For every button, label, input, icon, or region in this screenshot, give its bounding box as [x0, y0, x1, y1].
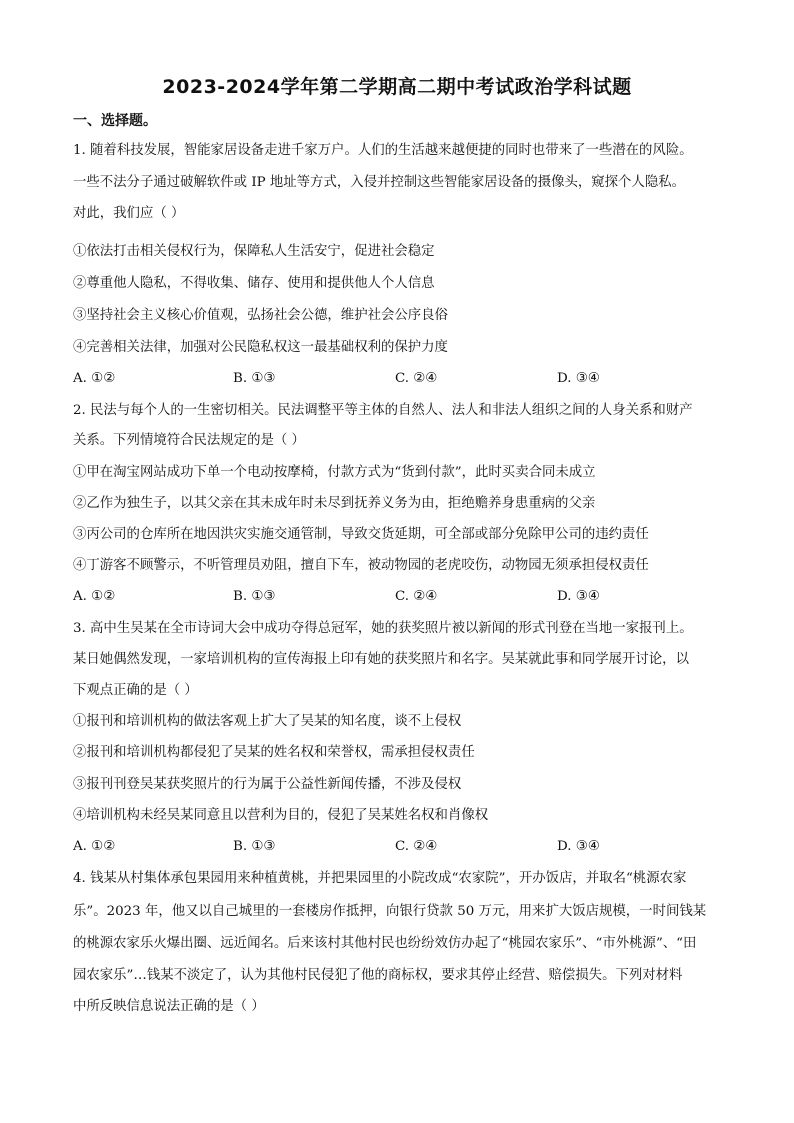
question-1-statement: ③坚持社会主义核心价值观，弘扬社会公德，维护社会公序良俗: [73, 308, 448, 323]
question-3-stem-line: 某日她偶然发现，一家培训机构的宣传海报上印有她的获奖照片和名字。吴某就此事和同学展开讨论，以: [73, 652, 689, 667]
question-2-statement: ①甲在淘宝网站成功下单一个电动按摩椅，付款方式为“货到付款”，此时买卖合同未成立: [73, 465, 596, 480]
question-3-statement: ④培训机构未经吴某同意且以营利为目的，侵犯了吴某姓名权和肖像权: [73, 808, 489, 823]
option-d[interactable]: D. ③④: [557, 839, 600, 854]
question-4-stem-line: 中所反映信息说法正确的是（ ）: [73, 999, 265, 1014]
question-1-statement: ①依法打击相关侵权行为，保障私人生活安宁，促进社会稳定: [73, 244, 435, 259]
option-b[interactable]: B. ①③: [233, 371, 276, 386]
option-a[interactable]: A. ①②: [73, 589, 116, 604]
question-1-stem-line: 对此，我们应（ ）: [73, 206, 185, 221]
question-3-statement: ①报刊和培训机构的做法客观上扩大了吴某的知名度，谈不上侵权: [73, 714, 462, 729]
question-3-stem-line: 3. 高中生吴某在全市诗词大会中成功夺得总冠军，她的获奖照片被以新闻的形式刊登在当地一家报刊上。: [73, 621, 693, 636]
question-2-statement: ③丙公司的仓库所在地因洪灾实施交通管制，导致交货延期，可全部或部分免除甲公司的违约责任: [73, 527, 649, 542]
question-2-statement: ④丁游客不顾警示，不听管理员劝阻，擅自下车，被动物园的老虎咬伤，动物园无须承担侵权责任: [73, 558, 649, 573]
question-3-statement: ②报刊和培训机构都侵犯了吴某的姓名权和荣誉权，需承担侵权责任: [73, 745, 475, 760]
option-c[interactable]: C. ②④: [395, 839, 438, 854]
question-1-stem-line: 1. 随着科技发展，智能家居设备走进千家万户。人们的生活越来越便捷的同时也带来了一些潜在的风险。: [73, 143, 693, 158]
question-2-statement: ②乙作为独生子，以其父亲在其未成年时未尽到抚养义务为由，拒绝赡养身患重病的父亲: [73, 496, 596, 511]
option-b[interactable]: B. ①③: [233, 589, 276, 604]
option-a[interactable]: A. ①②: [73, 371, 116, 386]
question-4-stem-line: 园农家乐”…钱某不淡定了，认为其他村民侵犯了他的商标权，要求其停止经营、赔偿损失。下列对材料: [73, 968, 683, 983]
question-2-stem-line: 2. 民法与每个人的一生密切相关。民法调整平等主体的自然人、法人和非法人组织之间的人身关系和财产: [73, 403, 693, 418]
option-d[interactable]: D. ③④: [557, 589, 600, 604]
question-3-stem-line: 下观点正确的是（ ）: [73, 683, 198, 698]
section-heading: 一、选择题。: [73, 113, 157, 129]
page-title: 2023-2024学年第二学期高二期中考试政治学科试题: [162, 76, 632, 98]
question-3-statement: ③报刊刊登吴某获奖照片的行为属于公益性新闻传播，不涉及侵权: [73, 777, 462, 792]
question-4-stem-line: 的桃源农家乐火爆出圈、远近闻名。后来该村其他村民也纷纷效仿办起了“桃园农家乐”、“市外桃源”、“田: [73, 936, 697, 951]
question-4-stem-line: 乐”。2023 年，他又以自己城里的一套楼房作抵押，向银行贷款 50 万元，用来扩大饭店规模，一时间钱某: [73, 904, 707, 919]
question-1-statement: ④完善相关法律，加强对公民隐私权这一最基础权利的保护力度: [73, 340, 448, 355]
question-4-stem-line: 4. 钱某从村集体承包果园用来种植黄桃，并把果园里的小院改成“农家院”，开办饭店，并取名“桃源农家: [73, 871, 687, 886]
question-1-statement: ②尊重他人隐私，不得收集、储存、使用和提供他人个人信息: [73, 276, 435, 291]
option-b[interactable]: B. ①③: [233, 839, 276, 854]
option-c[interactable]: C. ②④: [395, 589, 438, 604]
question-1-stem-line: 一些不法分子通过破解软件或 IP 地址等方式，入侵并控制这些智能家居设备的摄像头，窥探个人隐私。: [73, 175, 685, 190]
option-c[interactable]: C. ②④: [395, 371, 438, 386]
option-d[interactable]: D. ③④: [557, 371, 600, 386]
option-a[interactable]: A. ①②: [73, 839, 116, 854]
question-2-stem-line: 关系。下列情境符合民法规定的是（ ）: [73, 433, 305, 448]
